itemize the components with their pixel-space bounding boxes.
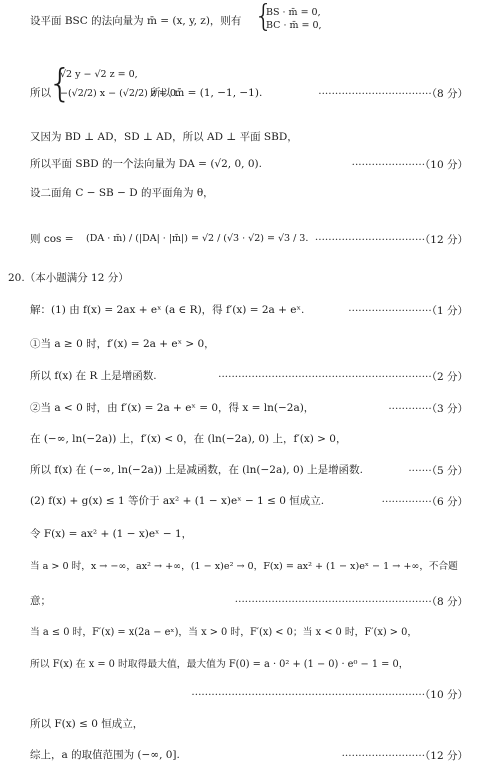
normal-vector-setup: 设平面 BSC 的法向量为 m̄ = (x, y, z)，则有 <box>30 15 242 27</box>
system-row: BC · m̄ = 0, <box>266 20 322 31</box>
system-row: BS · m̄ = 0, <box>266 7 321 18</box>
equation-system-1 <box>266 6 322 32</box>
cos-expression: (DA · m̄) / (|DA| · |m̄|) = √2 / (√3 · √2) = √3 / 3. <box>86 233 309 244</box>
score-mark: ···························································（8 分） <box>234 596 468 608</box>
score-mark: ··································（8 分） <box>318 88 468 100</box>
score-mark: ································································（2 分） <box>218 371 468 383</box>
system-row: √2 y − √2 z = 0, <box>60 69 138 80</box>
equation-system-2 <box>60 68 179 100</box>
score-mark: ·························（1 分） <box>348 305 468 317</box>
score-mark: ·······（5 分） <box>408 465 468 477</box>
system-brace: { <box>254 0 274 34</box>
score-mark: ······································································（10 分） <box>191 689 468 701</box>
solution-page: 设平面 BSC 的法向量为 m̄ = (x, y, z)，则有 { BS · m̄ = 0, BC · m̄ = 0, 所以 所以 m̄ = (1, −1, −1). { √2 y − √2 z = 0, −(√2/2) x − (√2/2) z = 0. ··································（8 分） 又因为 BD ⊥ AD，SD ⊥ AD，所以 AD ⊥ 平面 SBD， 所以平面 SBD 的一个法向量为 DA = (√2, 0, 0). ······················（10 分） 设二面角 C − SB − D 的平面角为 θ， 则 cos = (DA · m̄) / (|DA| · |m̄|) = √2 / (√3 · √2) = √3 / 3. ·································（12 分） 20.（本小题满分 12 分） 解：(1) 由 f(x) = 2ax + eˣ (a ∈ R)，得 f′(x) = 2a + eˣ. ·························（1 分） ①当 a ≥ 0 时，f′(x) = 2a + eˣ > 0， 所以 f(x) 在 R 上是增函数. ································································（2 分） ②当 a < 0 时，由 f′(x) = 2a + eˣ = 0，得 x = ln(−2a)， ·············（3 分） 在 (−∞, ln(−2a)) 上，f′(x) < 0，在 (ln(−2a), 0) 上，f′(x) > 0， 所以 f(x) 在 (−∞, ln(−2a)) 上是减函数，在 (ln(−2a), 0) 上是增函数. ·······（5 分） (2) f(x) + g(x) ≤ 1 等价于 ax² + (1 − x)eˣ − 1 ≤ 0 恒成立. ···············（6 分） 令 F(x) = ax² + (1 − x)eˣ − 1， 当 a > 0 时，x → −∞，ax² → +∞，(1 − x)e² → 0，F(x) = ax² + (1 − x)eˣ − 1 → +∞，不合题 意； ···························································（8 分） 当 a ≤ 0 时，F′(x) = x(2a − eˣ)，当 x > 0 时，F′(x) < 0；当 x < 0 时，F′(x) > 0， 所以 F(x) 在 x = 0 时取得最大值，最大值为 F(0) = a · 0² + (1 − 0) · e⁰ − 1 = 0， ······································································（10 分） 所以 F(x) ≤ 0 恒成立， 综上，a 的取值范围为 (−∞, 0]. ·························（12 分） <box>8 0 468 762</box>
so-label: 所以 <box>30 87 51 99</box>
score-mark: ······················（10 分） <box>351 159 468 171</box>
score-mark: ···············（6 分） <box>381 496 468 508</box>
score-mark: ·································（12 分） <box>314 234 468 246</box>
score-mark: ·············（3 分） <box>388 403 468 415</box>
system-row: −(√2/2) x − (√2/2) z = 0. <box>60 88 179 99</box>
system-brace: { <box>48 61 73 105</box>
normal-vector-result: 所以 m̄ = (1, −1, −1). <box>150 87 263 99</box>
score-mark: ·························（12 分） <box>341 750 468 762</box>
